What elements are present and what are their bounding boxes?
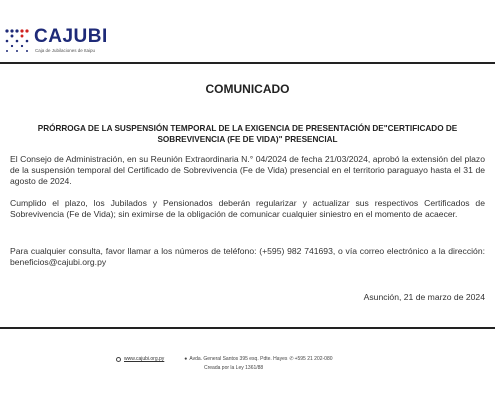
website-link[interactable]: www.cajubi.org.py	[124, 356, 165, 362]
footer	[0, 356, 495, 380]
logo-dot	[21, 45, 23, 47]
logo-subtitle: Caja de Jubilaciones de Itaipu	[35, 48, 96, 53]
logo-dot	[20, 29, 23, 32]
logo-dots-icon	[4, 28, 30, 54]
logo-dot	[16, 50, 18, 52]
pin-icon: ●	[184, 356, 188, 362]
logo-dot	[25, 29, 28, 32]
logo-dot	[10, 29, 13, 32]
bottom-divider	[0, 327, 495, 329]
logo-dot	[6, 40, 9, 43]
logo-dot	[11, 35, 14, 38]
logo-dot	[26, 40, 29, 43]
logo-dot	[5, 29, 8, 32]
logo-dot	[16, 40, 19, 43]
footer-contact-line	[116, 356, 333, 362]
footer-law: Creada por la Ley 1361/88	[204, 365, 264, 371]
phone-icon: ✆	[289, 356, 294, 362]
logo-dot	[11, 45, 13, 47]
document-title: COMUNICADO	[205, 82, 290, 96]
footer-phone: +595 21 202-080	[294, 356, 333, 362]
logo-dot	[6, 50, 8, 52]
header	[0, 0, 495, 62]
logo-name: CAJUBI	[34, 26, 108, 47]
paragraph: El Consejo de Administración, en su Reunión Extraordinaria N.° 04/2024 de fecha 21/03/2024, aprobó la extensión del plazo de la suspensión temporal del Certificado de Sobrevivencia (Fe de Vida) presencial en el territorio paraguayo hasta el 31 de agosto de 2024.	[10, 154, 485, 186]
paragraph: Para cualquier consulta, favor llamar a los números de teléfono: (+595) 982 741693, o vía correo electrónico a la dirección: beneficios@cajubi.org.py	[10, 246, 485, 267]
cajubi-logo[interactable]	[4, 28, 164, 56]
logo-dot	[26, 50, 28, 52]
paragraph: Cumplido el plazo, los Jubilados y Pensionados deberán regularizar y actualizar sus respectivos Certificados de Sobrevivencia (Fe de Vida); sin eximirse de la obligación de comunicar cualquier siniestro en el momento de acaecer.	[10, 198, 485, 219]
footer-address: Avda. General Santos 395 esq. Pdte. Hayes	[189, 356, 288, 362]
logo-dot	[15, 29, 18, 32]
globe-icon	[116, 357, 121, 362]
date-line: Asunción, 21 de marzo de 2024	[363, 292, 485, 302]
top-divider	[0, 62, 495, 64]
document-subtitle: PRÓRROGA DE LA SUSPENSIÓN TEMPORAL DE LA EXIGENCIA DE PRESENTACIÓN DE"CERTIFICADO DE SOBREVIVENCIA (FE DE VIDA)" PRESENCIAL	[37, 124, 458, 144]
logo-dot	[21, 35, 24, 38]
